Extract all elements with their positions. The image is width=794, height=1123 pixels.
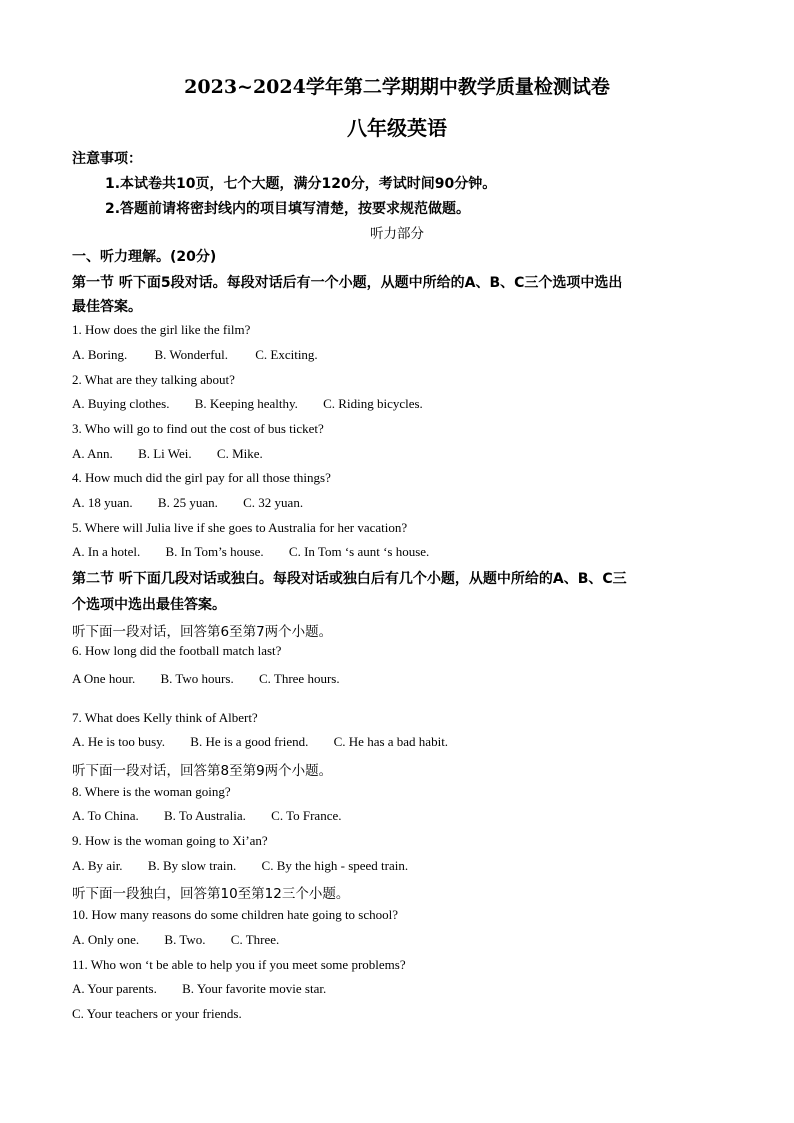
question-5: 5. Where will Julia live if she goes to Australia for her vacation? [72,520,408,535]
option-b: B. Two hours. [160,671,234,686]
option-c: C. Three hours. [258,671,340,686]
notes-heading: 注意事项： [72,151,142,167]
option-c: C. 32 yuan. [243,495,304,510]
section1-instruction-cont: 最佳答案。 [72,299,142,315]
option-a: A. Your parents. [72,981,157,996]
question-6: 6. How long did the football match last? [72,643,282,658]
option-b: B. Your favorite movie star. [182,981,327,996]
exam-subtitle: 八年级英语 [347,116,447,140]
option-a: A. 18 yuan. [72,495,133,510]
option-a: A. In a hotel. [72,544,141,559]
notes-item-1: 1.本试卷共10页，七个大题，满分120分，考试时间90分钟。 [105,176,497,192]
question-11: 11. Who won ‘t be able to help you if you meet some problems? [72,957,406,972]
option-b: B. He is a good friend. [190,734,309,749]
instruction-q10-q12: 听下面一段独白，回答第10至第12三个小题。 [72,886,350,902]
option-a: A. To China. [72,808,139,823]
option-c: C. Three. [230,932,280,947]
section1-instruction: 第一节 听下面5段对话。每段对话后有一个小题，从题中所给的A、B、C三个选项中选出 [72,275,623,291]
option-a: A. He is too busy. [72,734,166,749]
option-b: B. Li Wei. [138,446,192,461]
question-5-options [72,544,429,560]
question-2-options [72,396,423,412]
option-b: B. 25 yuan. [157,495,218,510]
section2-instruction-cont: 个选项中选出最佳答案。 [72,597,226,613]
part-title: 听力部分 [370,226,424,242]
option-b: B. To Australia. [164,808,246,823]
option-c: C. To France. [271,808,342,823]
option-c: C. He has a bad habit. [333,734,449,749]
option-c: C. Mike. [216,446,263,461]
question-1: 1. How does the girl like the film? [72,322,251,337]
question-8-options [72,808,342,824]
question-3-options [72,446,263,462]
section1-heading: 一、听力理解。(20分) [72,249,217,265]
option-a: A. Ann. [72,446,113,461]
section2-instruction: 第二节 听下面几段对话或独白。每段对话或独白后有几个小题，从题中所给的A、B、C三 [72,571,627,587]
question-4-options [72,495,303,511]
question-11-options [72,981,326,997]
instruction-q8-q9: 听下面一段对话，回答第8至第9两个小题。 [72,763,333,779]
question-9-options [72,858,408,874]
question-4: 4. How much did the girl pay for all those things? [72,470,331,485]
option-b: B. In Tom’s house. [165,544,264,559]
notes-item-2: 2.答题前请将密封线内的项目填写清楚，按要求规范做题。 [105,201,471,217]
question-10: 10. How many reasons do some children hate going to school? [72,907,399,922]
option-b: B. Two. [164,932,206,947]
exam-title: 2023~2024学年第二学期期中教学质量检测试卷 [184,76,610,98]
instruction-q6-q7: 听下面一段对话，回答第6至第7两个小题。 [72,624,333,640]
question-8: 8. Where is the woman going? [72,784,231,799]
question-7: 7. What does Kelly think of Albert? [72,710,258,725]
question-11-option-c: C. Your teachers or your friends. [72,1006,242,1021]
question-9: 9. How is the woman going to Xi’an? [72,833,268,848]
option-a: A. Boring. [72,347,128,362]
option-c: C. Riding bicycles. [323,396,423,411]
option-a: A. Only one. [72,932,140,947]
question-2: 2. What are they talking about? [72,372,235,387]
question-3: 3. Who will go to find out the cost of bus ticket? [72,421,324,436]
option-c: C. In Tom ‘s aunt ‘s house. [288,544,430,559]
question-1-options [72,347,318,363]
option-a: A. Buying clothes. [72,396,170,411]
option-b: B. Wonderful. [154,347,228,362]
option-b: B. Keeping healthy. [194,396,298,411]
option-c: C. Exciting. [255,347,318,362]
question-10-options [72,932,279,948]
question-6-options [72,671,340,687]
question-7-options [72,734,448,750]
option-a: A. By air. [72,858,123,873]
option-b: B. By slow train. [147,858,237,873]
option-a: A One hour. [72,671,136,686]
option-c: C. By the high - speed train. [261,858,409,873]
